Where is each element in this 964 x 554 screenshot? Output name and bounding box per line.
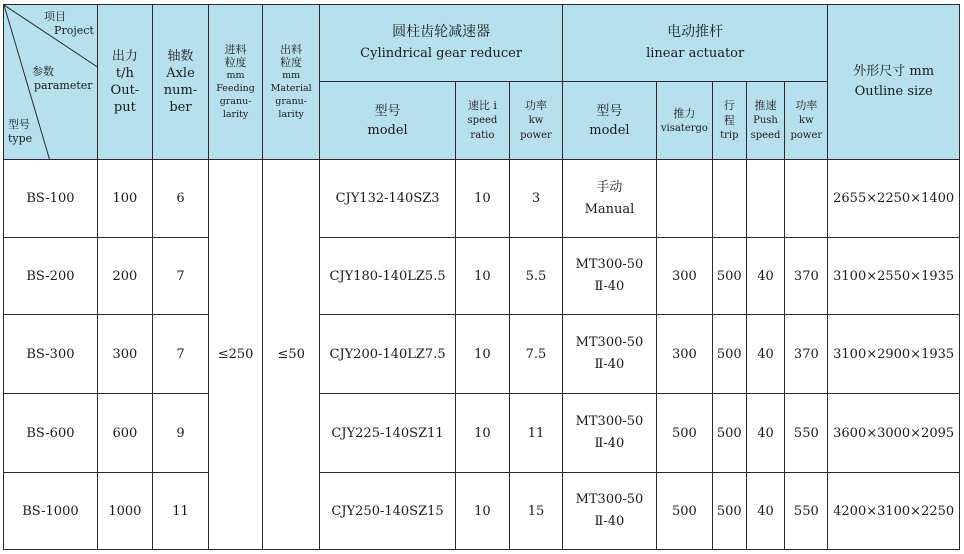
outline-cell: 3100×2550×1935 [828,238,960,315]
actuator-power-unit: kw [799,115,814,126]
reducer-model-cell: CJY250-140SZ15 [320,473,456,550]
actuator-speed-en2: speed [750,130,781,141]
outline-cell: 3100×2900×1935 [828,315,960,394]
actuator-power-cell: 370 [785,315,828,394]
feeding-shared-cell: ≤250 [209,160,263,550]
actuator-trip-cn2: 程 [723,114,735,127]
table-body [4,160,960,550]
actuator-model-line1: MT300-50 [575,257,644,272]
actuator-trip-en: trip [720,130,739,141]
ratio-cell: 10 [455,394,509,473]
push-speed-cell: 40 [746,394,785,473]
material-header-en2: granu- [275,96,308,107]
reducer-model-cn: 型号 [374,103,401,119]
actuator-force-cn: 推力 [673,106,696,120]
actuator-speed-en1: Push [753,115,778,126]
output-header [97,5,152,160]
ratio-cell: 10 [455,473,509,550]
table-row [4,160,960,238]
table-row [4,394,960,473]
reducer-model-cell: CJY200-140LZ7.5 [320,315,456,394]
reducer-model-cell: CJY180-140LZ5.5 [320,238,456,315]
table-header [4,5,960,160]
axle-cell: 7 [152,238,208,315]
reducer-power-cell: 11 [509,394,562,473]
actuator-power-cell [785,160,828,238]
push-speed-cell: 40 [746,315,785,394]
material-header [263,5,320,160]
actuator-model-en: model [589,122,630,138]
actuator-power-cell: 550 [785,394,828,473]
reducer-ratio-en2: ratio [470,130,495,141]
outline-header [828,5,960,160]
actuator-model-cell [563,238,657,315]
output-header-cn: 出力 [111,49,138,64]
actuator-power-header [785,82,828,160]
output-header-en2: put [113,100,136,115]
reducer-ratio-en1: speed [467,115,498,126]
corner-type-en: type [8,132,33,145]
reducer-power-cn: 功率 [524,99,547,112]
feeding-header [209,5,263,160]
outline-cell: 2655×2250×1400 [828,160,960,238]
actuator-model-cn: 型号 [596,103,623,119]
actuator-force-en: visatergo [660,122,708,134]
actuator-model-line2: Manual [584,201,635,217]
actuator-speed-cn: 推速 [754,99,777,112]
reducer-model-cell: CJY225-140SZ11 [320,394,456,473]
push-speed-cell: 40 [746,473,785,550]
output-cell: 100 [97,160,152,238]
trip-cell: 500 [712,473,746,550]
feeding-header-cn2: 粒度 [224,56,247,69]
material-header-en3: larity [278,109,304,120]
axle-header-en3: ber [169,100,192,115]
type-cell: BS-200 [4,238,98,315]
feeding-header-en3: larity [222,109,249,120]
reducer-model-en: model [367,122,408,138]
reducer-ratio-header [455,82,509,160]
reducer-power-cell: 3 [509,160,562,238]
reducer-title-cn: 圆柱齿轮减速器 [392,24,491,40]
actuator-trip-cn1: 行 [723,99,735,112]
axle-header-en2: num- [163,83,198,98]
outline-header-en: Outline size [854,84,933,99]
type-cell: BS-300 [4,315,98,394]
material-header-cn2: 粒度 [280,56,303,69]
reducer-title-en: Cylindrical gear reducer [360,46,523,61]
trip-cell: 500 [712,238,746,315]
actuator-model-line2: Ⅱ-40 [594,279,625,294]
output-cell: 300 [97,315,152,394]
reducer-power-en: power [520,130,552,141]
axle-cell: 6 [152,160,208,238]
table-row [4,238,960,315]
type-cell: BS-1000 [4,473,98,550]
reducer-ratio-cn: 速比 i [467,99,497,112]
actuator-model-line1: MT300-50 [575,335,644,350]
axle-cell: 9 [152,394,208,473]
actuator-model-line2: Ⅱ-40 [594,357,625,372]
feeding-header-unit: mm [226,70,245,81]
output-header-en1: Out- [110,83,140,98]
feeding-header-en2: granu- [219,96,252,107]
reducer-power-cell: 15 [509,473,562,550]
corner-project-en: Project [54,24,94,37]
force-cell [656,160,712,238]
corner-header [4,5,98,160]
corner-parameter-en: parameter [34,79,93,92]
output-cell: 1000 [97,473,152,550]
actuator-model-line2: Ⅱ-40 [594,514,625,529]
axle-header-cn: 轴数 [167,49,194,64]
actuator-model-cell [563,160,657,238]
outline-cell: 4200×3100×2250 [828,473,960,550]
actuator-model-line1: MT300-50 [575,414,644,429]
trip-cell: 500 [712,315,746,394]
material-header-cn1: 出料 [280,43,303,56]
actuator-model-line1: MT300-50 [575,492,644,507]
type-cell: BS-600 [4,394,98,473]
spec-table [3,4,960,550]
actuator-title-en: linear actuator [646,46,745,61]
force-cell: 500 [656,394,712,473]
reducer-power-unit: kw [528,115,544,126]
table-row [4,473,960,550]
actuator-force-header [656,82,712,160]
reducer-power-cell: 7.5 [509,315,562,394]
actuator-trip-header [712,82,746,160]
feeding-header-cn1: 进料 [224,43,247,56]
reducer-power-cell: 5.5 [509,238,562,315]
reducer-model-header [320,82,456,160]
header-row-1 [4,5,960,82]
actuator-model-cell [563,315,657,394]
actuator-group-header [563,5,828,82]
actuator-model-cell [563,394,657,473]
actuator-power-cn: 功率 [795,99,818,112]
corner-type-cn: 型号 [8,118,30,131]
actuator-power-cell: 550 [785,473,828,550]
output-cell: 600 [97,394,152,473]
ratio-cell: 10 [455,160,509,238]
outline-cell: 3600×3000×2095 [828,394,960,473]
axle-cell: 11 [152,473,208,550]
top-crop-mask [0,0,964,2]
output-cell: 200 [97,238,152,315]
actuator-model-line1: 手动 [596,179,623,195]
reducer-group-header [320,5,563,82]
axle-cell: 7 [152,315,208,394]
actuator-model-cell [563,473,657,550]
trip-cell: 500 [712,394,746,473]
table-row [4,315,960,394]
force-cell: 500 [656,473,712,550]
actuator-title-cn: 电动推杆 [667,24,724,40]
actuator-model-line2: Ⅱ-40 [594,436,625,451]
ratio-cell: 10 [455,238,509,315]
output-header-unit: t/h [115,66,134,81]
ratio-cell: 10 [455,315,509,394]
force-cell: 300 [656,315,712,394]
material-header-en1: Material [270,83,312,94]
actuator-model-header [563,82,657,160]
axle-header-en1: Axle [166,66,195,81]
force-cell: 300 [656,238,712,315]
actuator-power-cell: 370 [785,238,828,315]
actuator-speed-header [746,82,785,160]
trip-cell [712,160,746,238]
actuator-power-en: power [790,130,823,141]
reducer-model-cell: CJY132-140SZ3 [320,160,456,238]
type-cell: BS-100 [4,160,98,238]
corner-parameter-cn: 参数 [32,65,54,78]
outline-header-cn: 外形尺寸 mm [853,64,935,79]
push-speed-cell [746,160,785,238]
push-speed-cell: 40 [746,238,785,315]
corner-project-cn: 项目 [44,10,66,23]
feeding-header-en1: Feeding [216,83,255,94]
material-shared-cell: ≤50 [263,160,320,550]
reducer-power-header [509,82,562,160]
material-header-unit: mm [282,70,301,81]
axle-header [152,5,208,160]
